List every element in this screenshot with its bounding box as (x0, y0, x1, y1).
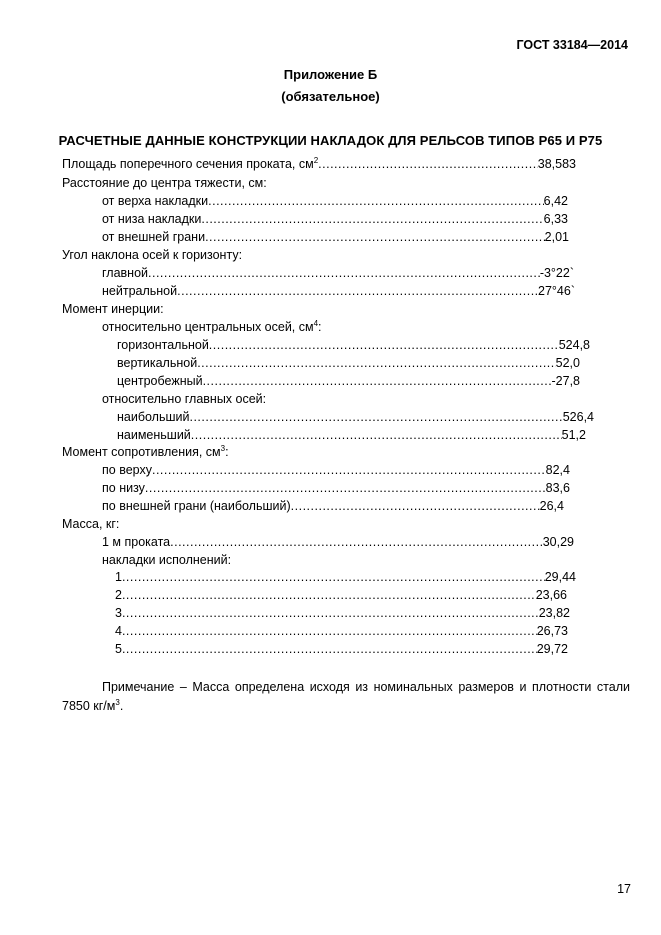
leader-dots (318, 155, 538, 173)
row-label: 4 (115, 624, 122, 638)
row-label: 2 (115, 588, 122, 602)
leader-dots (209, 336, 559, 354)
row-inertia-horizontal (117, 336, 590, 354)
row-value: 38,583 (537, 157, 576, 171)
row-value: 26,4 (539, 499, 564, 513)
appendix-subtitle: (обязательное) (281, 89, 380, 104)
leader-dots (291, 497, 540, 515)
page-number: 17 (617, 882, 631, 896)
leader-dots (201, 210, 543, 228)
leader-dots (170, 533, 543, 551)
row-modulus-bottom (102, 479, 570, 497)
heading-section-modulus: Момент сопротивления, $см^3$: (62, 443, 229, 459)
leader-dots (191, 426, 562, 444)
row-value: 83,6 (545, 481, 570, 495)
row-inertia-centrifugal (117, 372, 580, 390)
leader-dots (189, 408, 562, 426)
row-label: по внешней грани (наибольший) (102, 499, 291, 513)
heading-inertia-central-axes: относительно центральных осей, $см^4$: (102, 318, 322, 334)
row-inertia-vertical (117, 354, 580, 372)
row-value: 526,4 (562, 410, 594, 424)
heading-mass: Масса, кг: (62, 517, 120, 531)
heading-mass-variants: накладки исполнений: (102, 553, 232, 567)
row-inertia-min (117, 426, 586, 444)
row-angle-main (102, 264, 574, 282)
row-label: 5 (115, 642, 122, 656)
row-label: Площадь поперечного сечения проката, см (62, 157, 314, 171)
row-value: 6,33 (543, 212, 568, 226)
row-variant-5 (115, 640, 568, 658)
row-label: по верху (102, 463, 152, 477)
row-cg-top (102, 192, 568, 210)
row-value: 23,82 (538, 606, 570, 620)
row-label: главной (102, 266, 149, 280)
leader-dots (122, 568, 545, 586)
row-label: от верха накладки (102, 194, 209, 208)
row-value: 23,66 (535, 588, 567, 602)
row-value: 524,8 (558, 338, 590, 352)
row-label: горизонтальной (117, 338, 209, 352)
row-variant-1 (115, 568, 576, 586)
row-mass-1m (102, 533, 574, 551)
row-value: 30,29 (542, 535, 574, 549)
row-area (62, 155, 576, 173)
leader-dots (205, 228, 545, 246)
row-label: от низа накладки (102, 212, 202, 226)
row-cg-outer (102, 228, 569, 246)
row-label: нейтральной (102, 284, 178, 298)
unit-exponent: 2 (313, 155, 319, 165)
leader-dots (197, 354, 555, 372)
row-label: 1 м проката (102, 535, 171, 549)
heading-moment-of-inertia: Момент инерции: (62, 302, 164, 316)
appendix-title: Приложение Б (283, 67, 378, 82)
row-variant-4 (115, 622, 568, 640)
document-code: ГОСТ 33184—2014 (516, 38, 628, 52)
leader-dots (122, 622, 537, 640)
unit-exponent: 4 (313, 318, 319, 328)
row-label: 3 (115, 606, 122, 620)
row-value: 26,73 (536, 624, 568, 638)
row-variant-2 (115, 586, 567, 604)
row-label: наименьший (117, 428, 191, 442)
row-label: по низу (102, 481, 145, 495)
leader-dots (122, 640, 537, 658)
row-value: 6,42 (543, 194, 568, 208)
unit-exponent: 3 (115, 697, 120, 707)
row-variant-3 (115, 604, 570, 622)
row-modulus-outer (102, 497, 564, 515)
row-value: 52,0 (555, 356, 580, 370)
row-label: вертикальной (117, 356, 198, 370)
row-value: 29,44 (544, 570, 576, 584)
row-inertia-max (117, 408, 594, 426)
heading-inertia-principal-axes: относительно главных осей: (102, 392, 267, 406)
heading-axis-angle: Угол наклона осей к горизонту: (62, 248, 243, 262)
footnote: Примечание – Масса определена исходя из номинальных размеров и плотности стали 7850 $кг/м^3$. (62, 680, 630, 713)
row-label: 1 (115, 570, 122, 584)
row-angle-neutral (102, 282, 575, 300)
row-value: 82,4 (545, 463, 570, 477)
leader-dots (208, 192, 544, 210)
row-value: -27,8 (551, 374, 580, 388)
leader-dots (145, 479, 546, 497)
leader-dots (148, 264, 540, 282)
unit-exponent: 3 (220, 443, 226, 453)
row-modulus-top (102, 461, 570, 479)
leader-dots (152, 461, 546, 479)
row-value: 51,2 (561, 428, 586, 442)
row-value: -3°22` (539, 266, 574, 280)
leader-dots (177, 282, 538, 300)
row-label: наибольший (117, 410, 190, 424)
leader-dots (122, 586, 536, 604)
section-title: РАСЧЕТНЫЕ ДАННЫЕ КОНСТРУКЦИИ НАКЛАДОК ДЛЯ РЕЛЬСОВ ТИПОВ Р65 И Р75 (58, 133, 603, 148)
heading-center-of-gravity: Расстояние до центра тяжести, см: (62, 176, 267, 190)
row-label: центробежный (117, 374, 203, 388)
row-cg-bottom (102, 210, 568, 228)
leader-dots (203, 372, 552, 390)
leader-dots (122, 604, 539, 622)
row-label: от внешней грани (102, 230, 206, 244)
row-value: 27°46` (538, 284, 575, 298)
row-value: 2,01 (544, 230, 569, 244)
row-value: 29,72 (536, 642, 568, 656)
